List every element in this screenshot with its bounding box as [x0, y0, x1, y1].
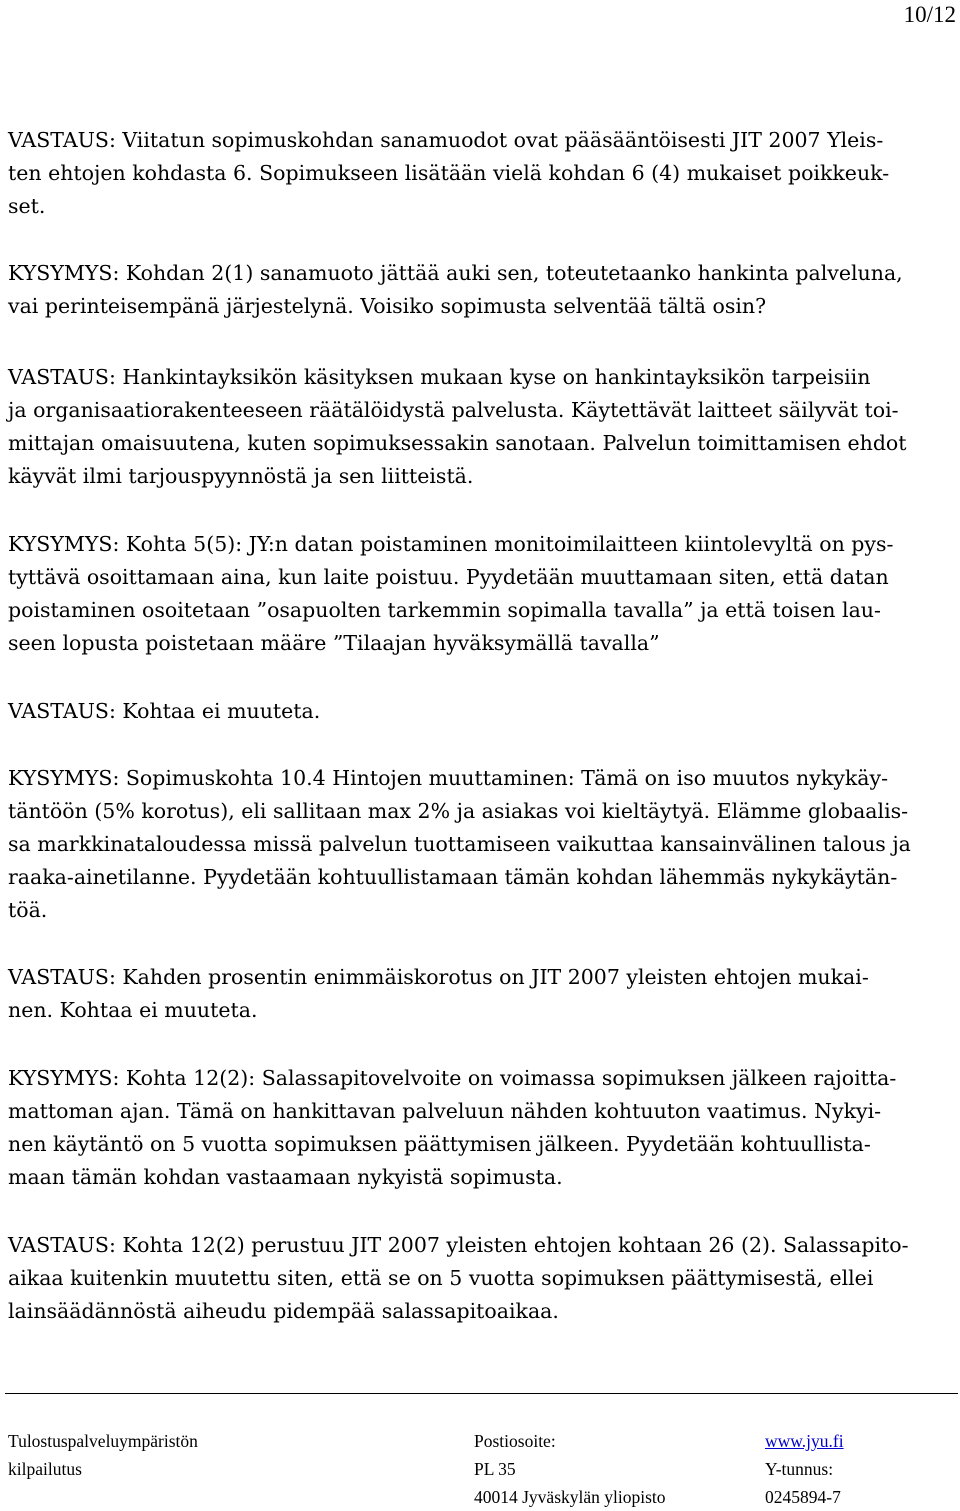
text-line: VASTAUS: Viitatun sopimuskohdan sanamuodot ovat pääsääntöisesti JIT 2007 Yleis- [8, 128, 884, 152]
text-line: aikaa kuitenkin muutettu siten, että se on 5 vuotta sopimuksen päättymisestä, ellei [8, 1266, 874, 1290]
text-line: KYSYMYS: Sopimuskohta 10.4 Hintojen muuttaminen: Tämä on iso muutos nykykäy- [8, 766, 888, 790]
text-line: nen käytäntö on 5 vuotta sopimuksen päättymisen jälkeen. Pyydetään kohtuullista- [8, 1132, 871, 1156]
text-line: VASTAUS: Kahden prosentin enimmäiskorotus on JIT 2007 yleisten ehtojen mukai- [8, 965, 869, 989]
footer-address-line: 40014 Jyväskylän yliopisto [474, 1487, 666, 1507]
footer-org-line: Tulostuspalveluympäristön [8, 1431, 198, 1451]
text-line: seen lopusta poistetaan määre ”Tilaajan hyväksymällä tavalla” [8, 631, 660, 655]
text-line: mittajan omaisuutena, kuten sopimuksessakin sanotaan. Palvelun toimittamisen ehdot [8, 431, 907, 455]
text-line: töä. [8, 898, 48, 922]
paragraph-question-1 [8, 257, 956, 323]
text-line: ja organisaatiorakenteeseen räätälöidystä palvelusta. Käytettävät laitteet säilyvät toi- [8, 398, 899, 422]
text-line: raaka-ainetilanne. Pyydetään kohtuullistamaan tämän kohdan lähemmäs nykykäytän- [8, 865, 898, 889]
text-line: KYSYMYS: Kohta 12(2): Salassapitovelvoite on voimassa sopimuksen jälkeen rajoitta- [8, 1066, 897, 1090]
footer-org-line: kilpailutus [8, 1459, 82, 1479]
text-line: tyttävä osoittamaan aina, kun laite poistuu. Pyydetään muuttamaan siten, että datan [8, 565, 889, 589]
business-id-label: Y-tunnus: [765, 1459, 834, 1479]
footer-contact-column [765, 1427, 844, 1511]
paragraph-answer-5 [8, 1229, 956, 1328]
text-line: VASTAUS: Kohtaa ei muuteta. [8, 699, 321, 723]
business-id-value: 0245894-7 [765, 1487, 841, 1507]
paragraph-answer-1 [8, 124, 956, 223]
footer-org-column [8, 1427, 198, 1483]
paragraph-question-2 [8, 528, 956, 660]
text-line: VASTAUS: Hankintayksikön käsityksen mukaan kyse on hankintayksikön tarpeisiin [8, 365, 871, 389]
text-line: mattoman ajan. Tämä on hankittavan palveluun nähden kohtuuton vaatimus. Nykyi- [8, 1099, 882, 1123]
text-line: poistaminen osoitetaan ”osapuolten tarkemmin sopimalla tavalla” ja että toisen lau- [8, 598, 881, 622]
paragraph-answer-4 [8, 961, 956, 1027]
text-line: ten ehtojen kohdasta 6. Sopimukseen lisätään vielä kohdan 6 (4) mukaiset poikkeuk- [8, 161, 890, 185]
page-number: 10/12 [903, 2, 956, 27]
paragraph-answer-2 [8, 361, 956, 493]
footer-divider [5, 1393, 958, 1394]
text-line: sa markkinataloudessa missä palvelun tuottamiseen vaikuttaa kansainvälinen talous ja [8, 832, 911, 856]
paragraph-question-3 [8, 762, 956, 927]
footer-address-line: PL 35 [474, 1459, 516, 1479]
text-line: maan tämän kohdan vastaamaan nykyistä sopimusta. [8, 1165, 563, 1189]
text-line: KYSYMYS: Kohdan 2(1) sanamuoto jättää auki sen, toteutetaanko hankinta palveluna, [8, 261, 903, 285]
text-line: lainsäädännöstä aiheudu pidempää salassapitoaikaa. [8, 1299, 559, 1323]
text-line: nen. Kohtaa ei muuteta. [8, 998, 258, 1022]
paragraph-question-4 [8, 1062, 956, 1194]
text-line: käyvät ilmi tarjouspyynnöstä ja sen liitteistä. [8, 464, 474, 488]
website-link[interactable]: www.jyu.fi [765, 1431, 844, 1451]
text-line: set. [8, 194, 46, 218]
footer-address-label: Postiosoite: [474, 1431, 556, 1451]
text-line: täntöön (5% korotus), eli sallitaan max 2% ja asiakas voi kieltäytyä. Elämme globaalis- [8, 799, 909, 823]
text-line: vai perinteisempänä järjestelynä. Voisiko sopimusta selventää tältä osin? [8, 294, 767, 318]
text-line: VASTAUS: Kohta 12(2) perustuu JIT 2007 yleisten ehtojen kohtaan 26 (2). Salassapito- [8, 1233, 909, 1257]
footer-address-column [474, 1427, 666, 1511]
paragraph-answer-3 [8, 695, 956, 728]
text-line: KYSYMYS: Kohta 5(5): JY:n datan poistaminen monitoimilaitteen kiintolevyltä on pys- [8, 532, 894, 556]
